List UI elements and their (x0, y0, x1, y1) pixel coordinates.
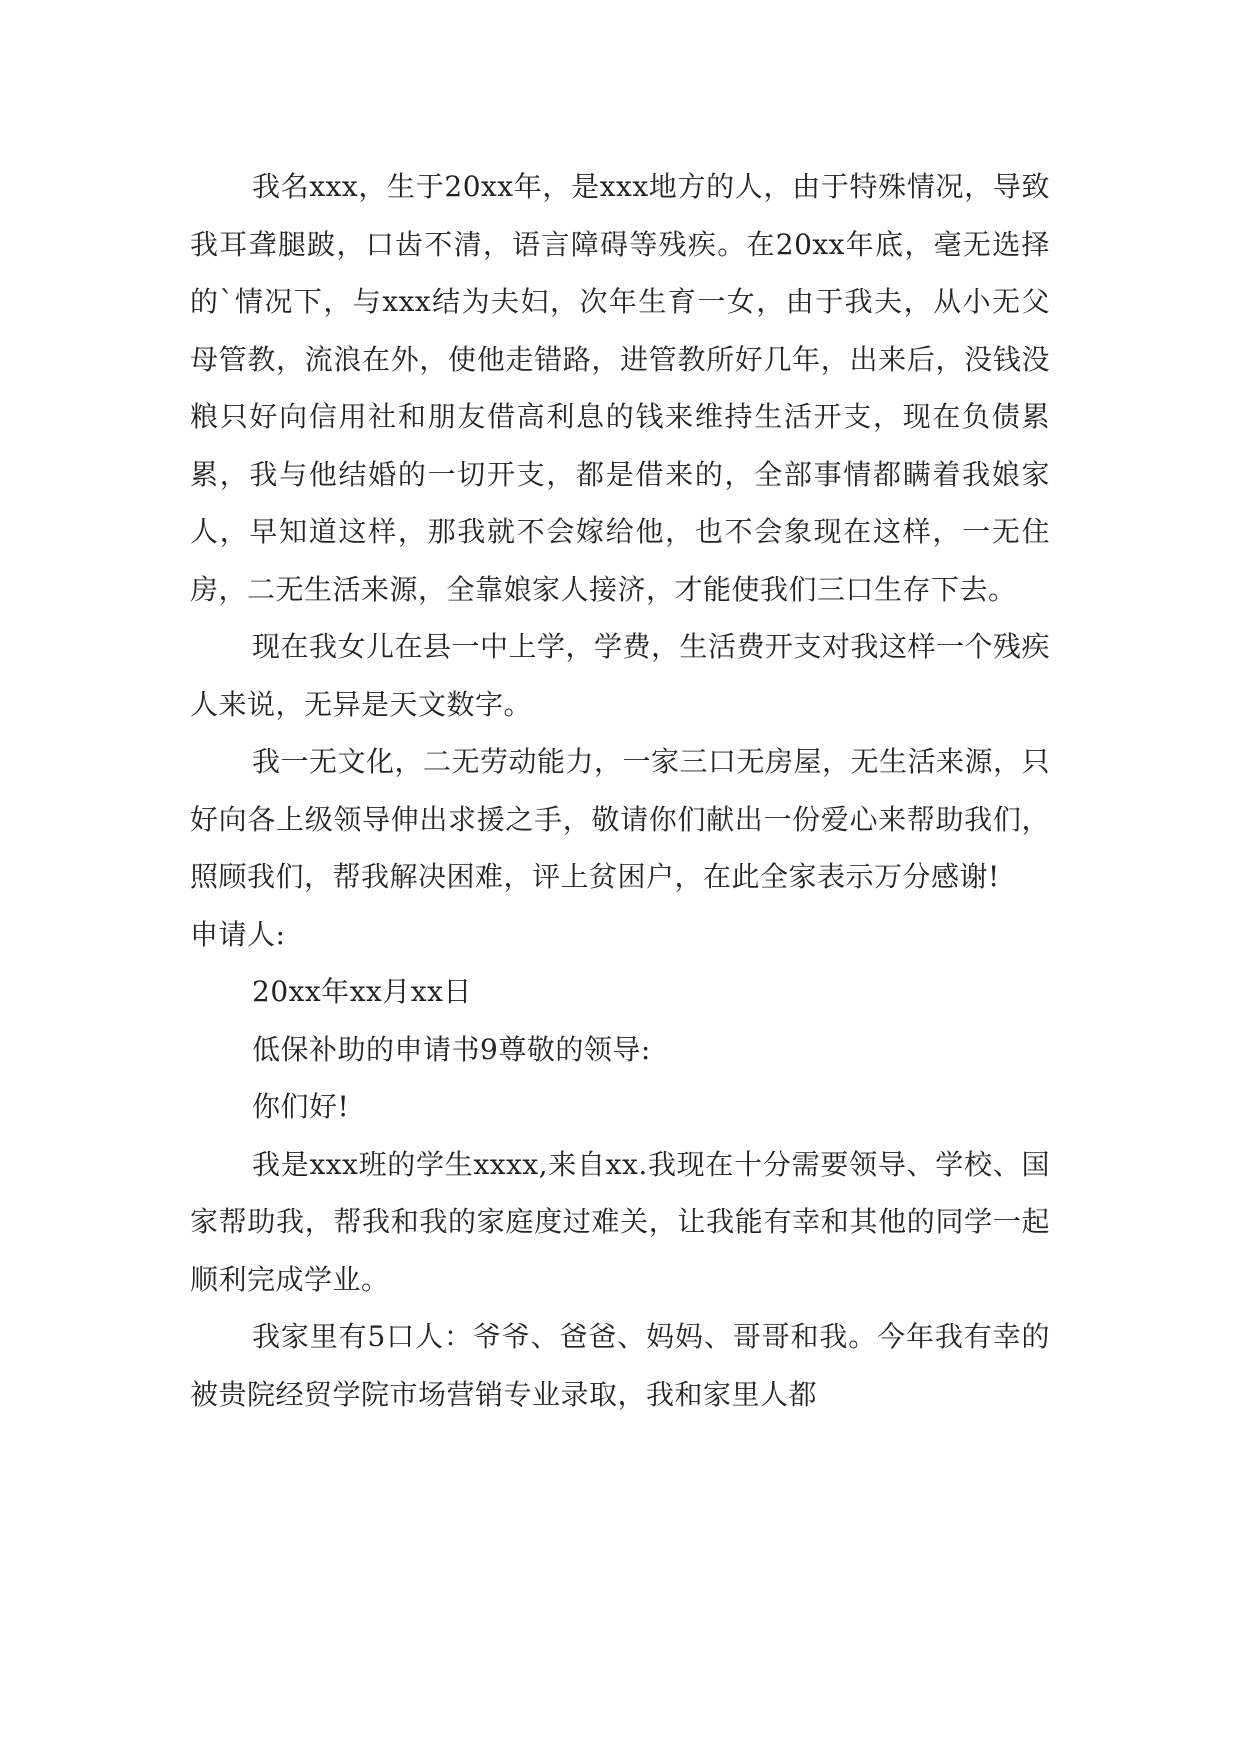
second-application-title: 低保补助的申请书9尊敬的领导: (252, 1032, 651, 1066)
greeting: 你们好! (252, 1090, 350, 1123)
paragraph-personal-situation: 我名xxx，生于20xx年，是xxx地方的人，由于特殊情况，导致我耳聋腿跛，口齿不清，语言障碍等残疾。在20xx年底，毫无选择的`情况下，与xxx结为夫妇，次年生育一女，由于我夫，从小无父母管教，流浪在外，使他走错路，进管教所好几年，出来后，没钱没粮只好向信用社和朋友借高利息的钱来维持生活开支，现在负债累累，我与他结婚的一切开支，都是借来的，全部事情都瞒着我娘家人，早知道这样，那我就不会嫁给他，也不会象现在这样，一无住房，二无生活来源，全靠娘家人接济，才能使我们三口生存下去。 (190, 170, 1050, 606)
application-date: 20xx年xx月xx日 (252, 975, 472, 1008)
paragraph-student-intro: 我是xxx班的学生xxxx,来自xx.我现在十分需要领导、学校、国家帮助我，帮我和我的家庭度过难关，让我能有幸和其他的同学一起顺利完成学业。 (190, 1147, 1050, 1296)
applicant-label: 申请人: (190, 917, 286, 951)
paragraph-request-help: 我一无文化，二无劳动能力，一家三口无房屋，无生活来源，只好向各上级领导伸出求援之手，敬请你们献出一份爱心来帮助我们，照顾我们，帮我解决困难，评上贫困户，在此全家表示万分感谢! (190, 745, 1051, 893)
paragraph-family-members: 我家里有5口人：爷爷、爸爸、妈妈、哥哥和我。今年我有幸的被贵院经贸学院市场营销专业录取，我和家里人都 (190, 1320, 1050, 1411)
paragraph-daughter-school: 现在我女儿在县一中上学，学费，生活费开支对我这样一个残疾人来说，无异是天文数字。 (190, 630, 1051, 721)
document-body (190, 158, 1050, 1423)
